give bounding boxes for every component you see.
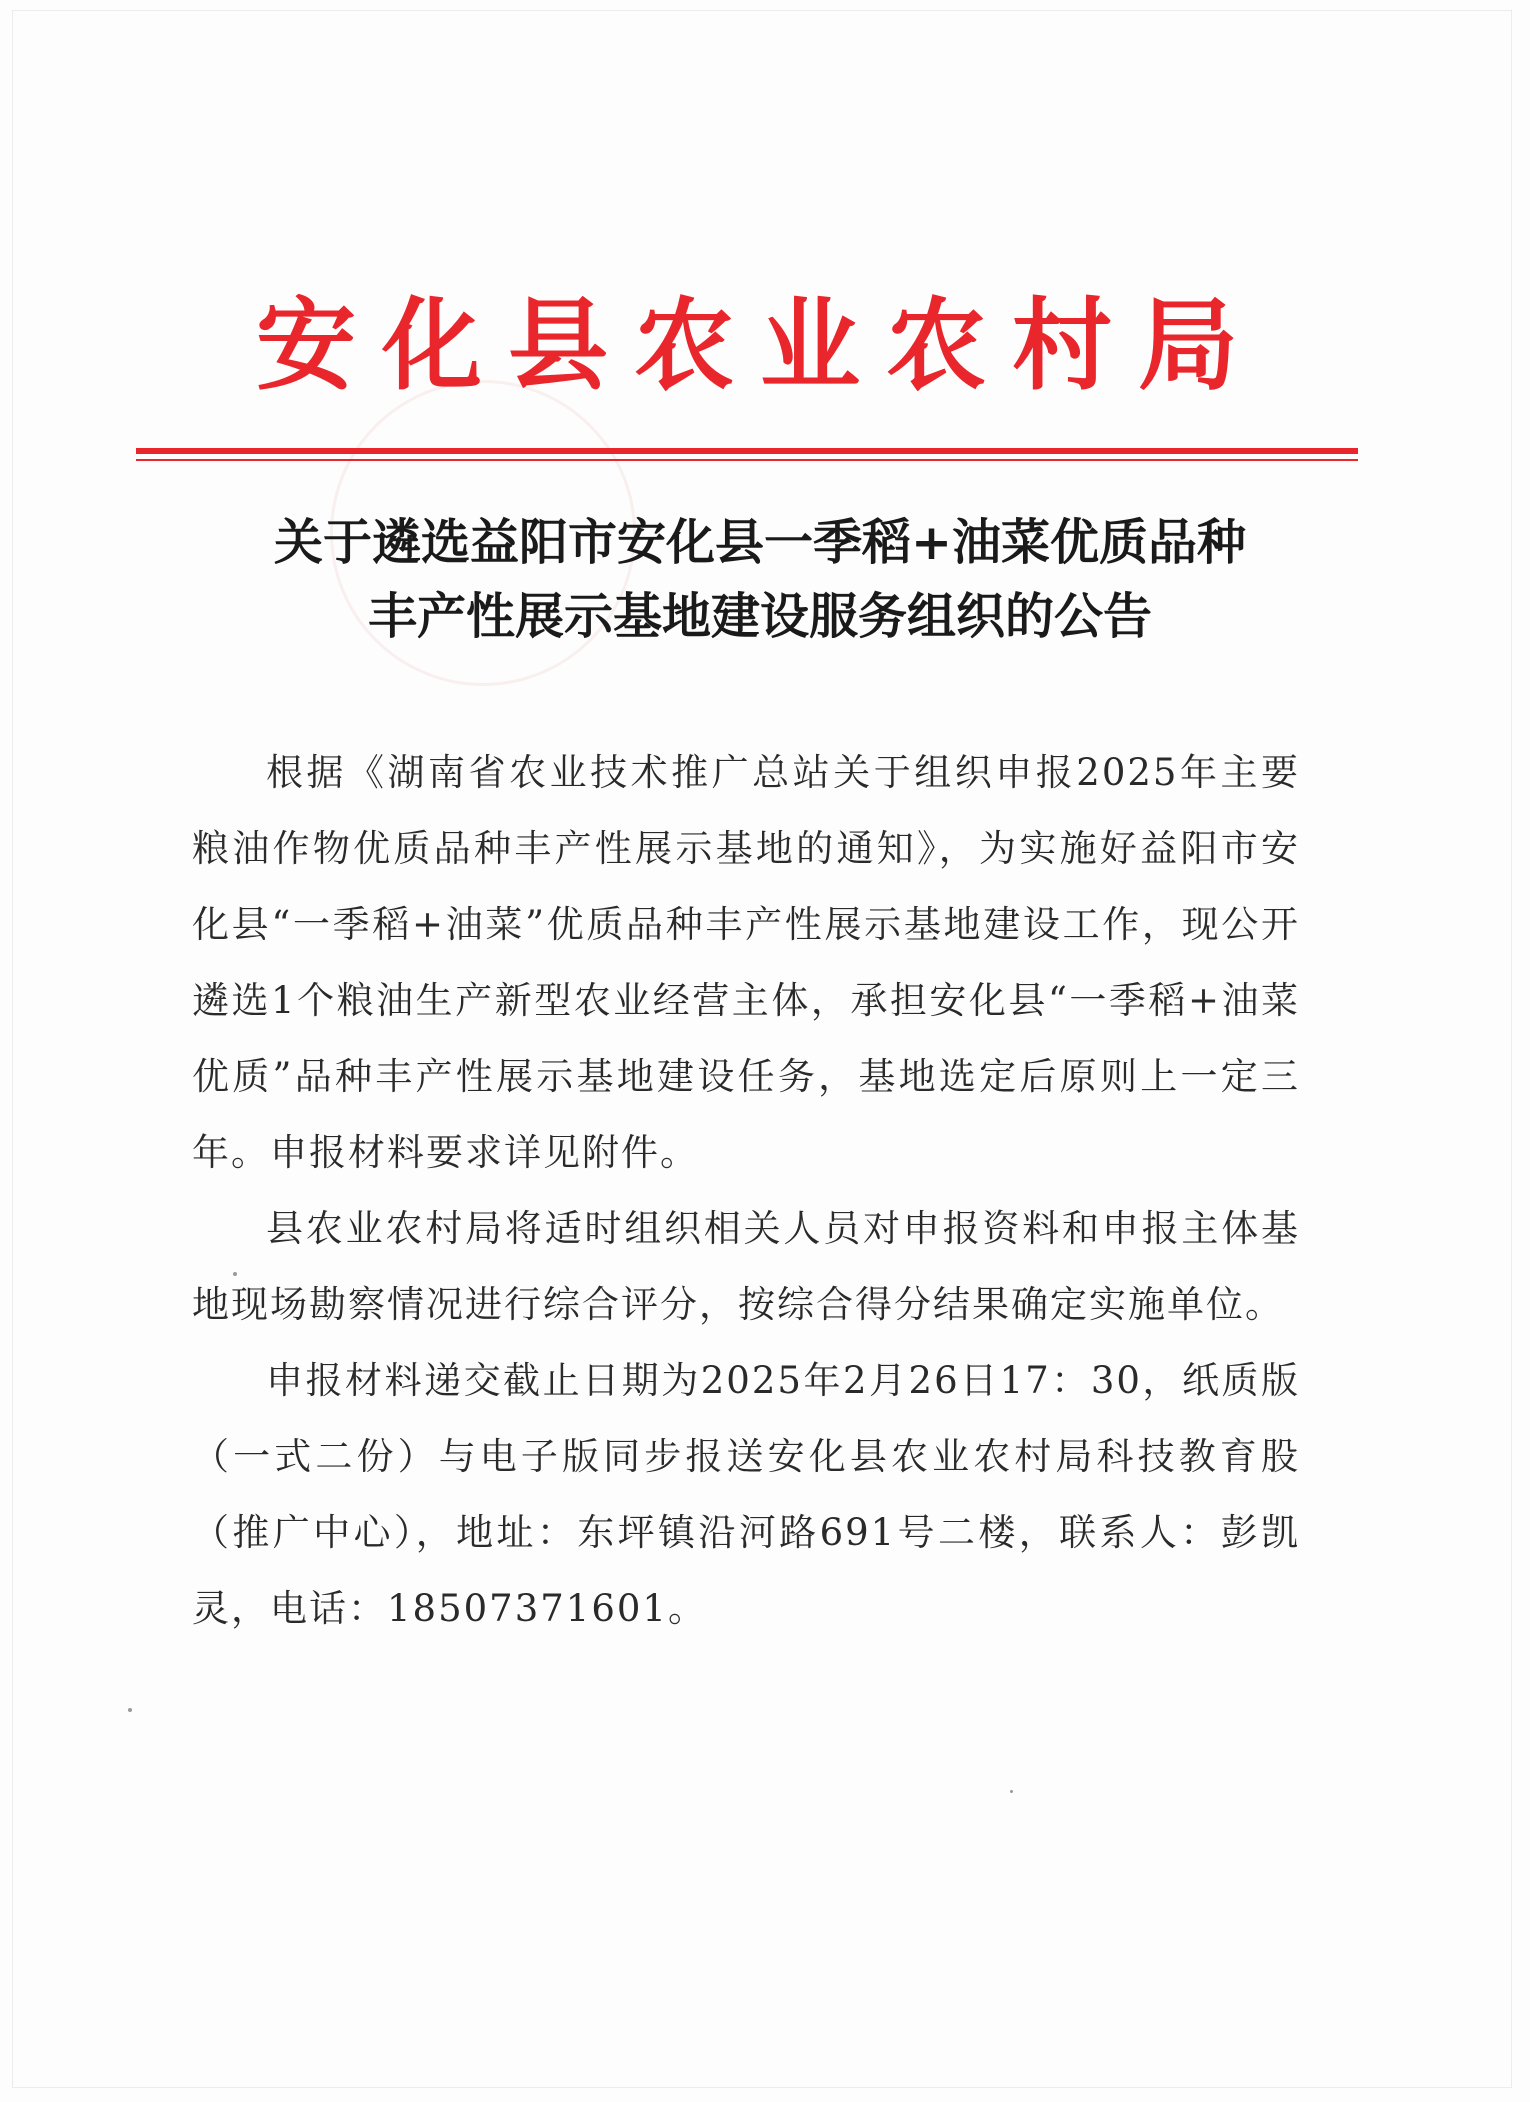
- scan-speck: [233, 1272, 237, 1276]
- notice-title-line-1: 关于遴选益阳市安化县一季稻+油菜优质品种: [273, 513, 1247, 571]
- notice-title-line-2: 丰产性展示基地建设服务组织的公告: [367, 587, 1152, 645]
- notice-title: [150, 505, 1370, 653]
- red-header-rule: [136, 448, 1358, 454]
- red-header-rule-thin: [136, 459, 1358, 461]
- paragraph-basis: 根据《湖南省农业技术推广总站关于组织申报2025年主要粮油作物优质品种丰产性展示基地的通知》，为实施好益阳市安化县“一季稻+油菜”优质品种丰产性展示基地建设工作，现公开遴选1个粮油生产新型农业经营主体，承担安化县“一季稻+油菜优质”品种丰产性展示基地建设任务，基地选定后原则上一定三年。申报材料要求详见附件。: [192, 751, 1300, 1174]
- issuer-heading: 安化县农业农村局: [256, 286, 1264, 404]
- scan-speck: [128, 1708, 132, 1712]
- paragraph-submission: 申报材料递交截止日期为2025年2月26日17：30，纸质版（一式二份）与电子版同步报送安化县农业农村局科技教育股（推广中心），地址：东坪镇沿河路691号二楼，联系人：彭凯灵，电话：18507371601。: [192, 1359, 1300, 1630]
- scan-speck: [1010, 1790, 1013, 1793]
- notice-body: [192, 735, 1300, 1647]
- paragraph-evaluation: 县农业农村局将适时组织相关人员对申报资料和申报主体基地现场勘察情况进行综合评分，按综合得分结果确定实施单位。: [192, 1207, 1300, 1326]
